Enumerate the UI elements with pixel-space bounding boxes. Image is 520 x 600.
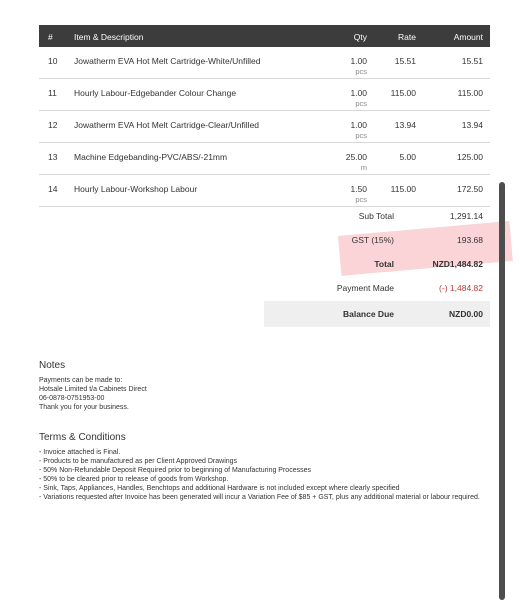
line-items-table bbox=[39, 25, 490, 207]
row-rate: 115.00 bbox=[390, 88, 416, 98]
gst-row bbox=[264, 229, 490, 253]
row-rate: 115.00 bbox=[390, 184, 416, 194]
notes-line: 06-0878-0751953-00 bbox=[39, 395, 105, 402]
row-amount: 172.50 bbox=[457, 184, 483, 194]
row-description: Jowatherm EVA Hot Melt Cartridge-White/Unfilled bbox=[74, 56, 261, 66]
row-unit: m bbox=[360, 163, 367, 172]
table-row bbox=[39, 79, 490, 111]
row-description: Hourly Labour-Edgebander Colour Change bbox=[74, 88, 237, 98]
header-amount: Amount bbox=[453, 32, 483, 42]
table-row bbox=[39, 143, 490, 175]
row-qty: 1.50 bbox=[350, 184, 367, 194]
subtotal-value: 1,291.14 bbox=[449, 211, 483, 221]
payment-label: Payment Made bbox=[336, 283, 394, 293]
row-number: 10 bbox=[48, 56, 58, 66]
row-qty: 1.00 bbox=[350, 88, 367, 98]
notes-line: Thank you for your business. bbox=[39, 404, 129, 411]
terms-line: - 50% to be cleared prior to release of goods from Workshop. bbox=[39, 476, 229, 483]
row-unit: pcs bbox=[355, 131, 367, 140]
terms-title: Terms & Conditions bbox=[39, 432, 126, 443]
row-description: Machine Edgebanding-PVC/ABS/-21mm bbox=[74, 152, 228, 162]
terms-line: - Sink, Taps, Appliances, Handles, Benchtops and additional Hardware is not included except where clearly specified bbox=[39, 485, 400, 492]
row-rate: 13.94 bbox=[394, 120, 416, 130]
payment-row bbox=[264, 277, 490, 301]
gst-value: 193.68 bbox=[457, 235, 483, 245]
row-qty: 1.00 bbox=[350, 120, 367, 130]
total-row bbox=[264, 253, 490, 277]
row-number: 11 bbox=[48, 88, 57, 98]
balance-value: NZD0.00 bbox=[448, 309, 483, 319]
row-number: 14 bbox=[48, 184, 58, 194]
terms-body bbox=[39, 448, 494, 502]
row-unit: pcs bbox=[355, 195, 367, 204]
scrollbar[interactable] bbox=[499, 182, 505, 600]
balance-row bbox=[264, 301, 490, 327]
notes-line: Hotsale Limited t/a Cabinets Direct bbox=[39, 386, 147, 393]
row-qty: 25.00 bbox=[345, 152, 367, 162]
row-amount: 13.94 bbox=[461, 120, 483, 130]
row-number: 12 bbox=[48, 120, 58, 130]
row-amount: 15.51 bbox=[461, 56, 483, 66]
row-rate: 15.51 bbox=[394, 56, 416, 66]
payment-value: (-) 1,484.82 bbox=[439, 283, 483, 293]
row-description: Jowatherm EVA Hot Melt Cartridge-Clear/Unfilled bbox=[74, 120, 260, 130]
totals-section bbox=[264, 205, 490, 327]
gst-label: GST (15%) bbox=[351, 235, 394, 245]
header-qty: Qty bbox=[353, 32, 367, 42]
row-unit: pcs bbox=[355, 99, 367, 108]
notes-body bbox=[39, 376, 147, 412]
terms-line: - Products to be manufactured as per Client Approved Drawings bbox=[39, 458, 238, 465]
row-rate: 5.00 bbox=[399, 152, 416, 162]
total-label: Total bbox=[374, 259, 394, 269]
table-header bbox=[39, 25, 490, 47]
subtotal-row bbox=[264, 205, 490, 229]
terms-line: - Invoice attached is Final. bbox=[39, 449, 121, 456]
table-row bbox=[39, 47, 490, 79]
row-amount: 125.00 bbox=[457, 152, 483, 162]
subtotal-label: Sub Total bbox=[358, 211, 394, 221]
terms-line: - Variations requested after Invoice has been generated will incur a Variation Fee of $85 + GST, plus any additional material or labour required. bbox=[39, 494, 480, 501]
table-row bbox=[39, 175, 490, 207]
notes-line: Payments can be made to: bbox=[39, 377, 123, 384]
header-number: # bbox=[48, 32, 53, 42]
header-rate: Rate bbox=[398, 32, 416, 42]
row-unit: pcs bbox=[355, 67, 367, 76]
row-amount: 115.00 bbox=[457, 88, 483, 98]
row-qty: 1.00 bbox=[350, 56, 367, 66]
header-description: Item & Description bbox=[74, 32, 144, 42]
row-description: Hourly Labour-Workshop Labour bbox=[74, 184, 198, 194]
table-row bbox=[39, 111, 490, 143]
terms-line: - 50% Non-Refundable Deposit Required prior to beginning of Manufacturing Processes bbox=[39, 467, 311, 474]
notes-title: Notes bbox=[39, 360, 66, 371]
balance-label: Balance Due bbox=[342, 309, 394, 319]
total-value: NZD1,484.82 bbox=[432, 259, 483, 269]
row-number: 13 bbox=[48, 152, 58, 162]
